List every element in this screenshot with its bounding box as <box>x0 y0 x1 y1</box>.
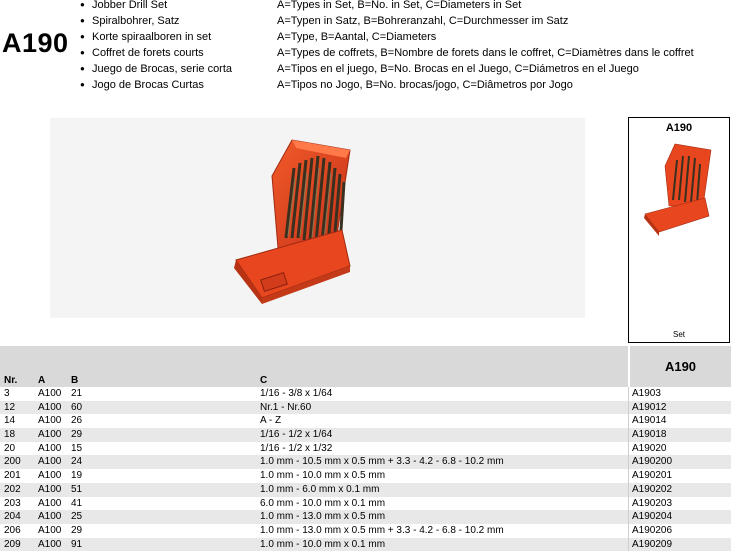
cell-c: 1/16 - 1/2 x 1/64 <box>260 429 333 441</box>
cell-nr: 204 <box>4 511 21 523</box>
cell-c: 1/16 - 1/2 x 1/32 <box>260 442 333 454</box>
cell-b: 51 <box>71 483 83 495</box>
cell-code: A190204 <box>632 511 673 523</box>
cell-code: A190200 <box>632 456 673 468</box>
cell-nr: 201 <box>4 470 21 482</box>
cell-a: A100 <box>38 524 62 536</box>
cell-nr: 18 <box>4 429 16 441</box>
cell-code: A190209 <box>632 538 673 550</box>
table-row <box>0 455 731 469</box>
cell-a: A100 <box>38 483 62 495</box>
table-row <box>0 497 731 511</box>
cell-nr: 14 <box>4 415 16 427</box>
legend-en: A=Types in Set, B=No. in Set, C=Diameters in Set <box>277 0 522 11</box>
cell-b: 19 <box>71 470 83 482</box>
cell-nr: 20 <box>4 442 16 454</box>
legend-fr: A=Types de coffrets, B=Nombre de forets dans le coffret, C=Diamètres dans le coffret <box>277 47 694 59</box>
header-code: A190 <box>628 346 731 387</box>
cell-a: A100 <box>38 442 62 454</box>
cell-c: A - Z <box>260 415 282 427</box>
table-row <box>0 387 731 401</box>
product-name-es: ● Juego de Brocas, serie corta <box>80 61 232 77</box>
cell-c: 1.0 mm - 10.0 mm x 0.5 mm <box>260 470 386 482</box>
cell-b: 29 <box>71 429 83 441</box>
table-row <box>0 510 731 524</box>
table-row <box>0 483 731 497</box>
cell-code: A190206 <box>632 524 673 536</box>
cell-b: 21 <box>71 388 83 399</box>
header-c: C <box>260 375 268 386</box>
cell-code: A19012 <box>632 401 667 413</box>
table-header <box>0 346 628 387</box>
cell-a: A100 <box>38 388 62 399</box>
cell-code: A19018 <box>632 429 667 441</box>
cell-a: A100 <box>38 470 62 482</box>
cell-a: A100 <box>38 456 62 468</box>
cell-c: 1.0 mm - 13.0 mm x 0.5 mm <box>260 511 386 523</box>
cell-b: 26 <box>71 415 83 427</box>
legend-de: A=Typen in Satz, B=Bohreranzahl, C=Durchmesser im Satz <box>277 15 569 27</box>
cell-b: 25 <box>71 511 83 523</box>
cell-nr: 206 <box>4 524 21 536</box>
table-row <box>0 538 731 552</box>
cell-c: 6.0 mm - 10.0 mm x 0.1 mm <box>260 497 386 509</box>
product-name-fr: ● Coffret de forets courts <box>80 45 232 61</box>
product-names-list <box>80 0 232 93</box>
cell-c: 1.0 mm - 6.0 mm x 0.1 mm <box>260 483 380 495</box>
cell-code: A19014 <box>632 415 667 427</box>
cell-code: A190201 <box>632 470 673 482</box>
cell-a: A100 <box>38 511 62 523</box>
cell-b: 24 <box>71 456 83 468</box>
cell-nr: 202 <box>4 483 21 495</box>
cell-code: A190203 <box>632 497 673 509</box>
thumbnail-caption: Set <box>672 330 685 339</box>
product-name-de: ● Spiralbohrer, Satz <box>80 13 232 29</box>
thumbnail-title: A190 <box>665 122 693 134</box>
cell-a: A100 <box>38 538 62 550</box>
product-name-nl: ● Korte spiraalboren in set <box>80 29 232 45</box>
table-body <box>0 387 731 551</box>
product-name-en: ● Jobber Drill Set <box>80 0 232 13</box>
cell-b: 91 <box>71 538 83 550</box>
table-row <box>0 428 731 442</box>
table-row <box>0 414 731 428</box>
cell-b: 60 <box>71 401 83 413</box>
product-thumbnail-panel[interactable] <box>628 117 730 343</box>
table-row <box>0 442 731 456</box>
cell-nr: 209 <box>4 538 21 550</box>
table-row <box>0 469 731 483</box>
cell-b: 41 <box>71 497 83 509</box>
column-legend <box>277 0 694 93</box>
header-a: A <box>38 375 46 386</box>
product-code-title: A190 <box>2 28 69 58</box>
table-row <box>0 401 731 415</box>
cell-a: A100 <box>38 401 62 413</box>
table-row <box>0 524 731 538</box>
header-b: B <box>71 375 79 386</box>
cell-b: 29 <box>71 524 83 536</box>
cell-c: 1.0 mm - 10.0 mm x 0.1 mm <box>260 538 386 550</box>
legend-es: A=Tipos en el juego, B=No. Brocas en el Juego, C=Diámetros en el Juego <box>277 63 639 75</box>
cell-c: 1/16 - 3/8 x 1/64 <box>260 388 333 399</box>
cell-nr: 12 <box>4 401 16 413</box>
cell-b: 15 <box>71 442 83 454</box>
cell-a: A100 <box>38 415 62 427</box>
header-nr: Nr. <box>4 375 18 386</box>
cell-nr: 200 <box>4 456 21 468</box>
product-name-pt: ● Jogo de Brocas Curtas <box>80 77 232 93</box>
cell-code: A19020 <box>632 442 667 454</box>
thumbnail-image <box>635 136 723 236</box>
cell-c: 1.0 mm - 10.5 mm x 0.5 mm + 3.3 - 4.2 - 6.8 - 10.2 mm <box>260 456 504 468</box>
cell-code: A190202 <box>632 483 673 495</box>
drill-case-illustration <box>50 118 585 318</box>
cell-a: A100 <box>38 429 62 441</box>
cell-nr: 3 <box>4 388 10 399</box>
legend-pt: A=Tipos no Jogo, B=No. brocas/jogo, C=Diâmetros por Jogo <box>277 79 573 91</box>
legend-nl: A=Type, B=Aantal, C=Diameters <box>277 31 437 43</box>
product-photo <box>50 118 585 318</box>
cell-nr: 203 <box>4 497 21 509</box>
cell-a: A100 <box>38 497 62 509</box>
cell-c: Nr.1 - Nr.60 <box>260 401 312 413</box>
cell-c: 1.0 mm - 13.0 mm x 0.5 mm + 3.3 - 4.2 - 6.8 - 10.2 mm <box>260 524 504 536</box>
cell-code: A1903 <box>632 388 661 399</box>
